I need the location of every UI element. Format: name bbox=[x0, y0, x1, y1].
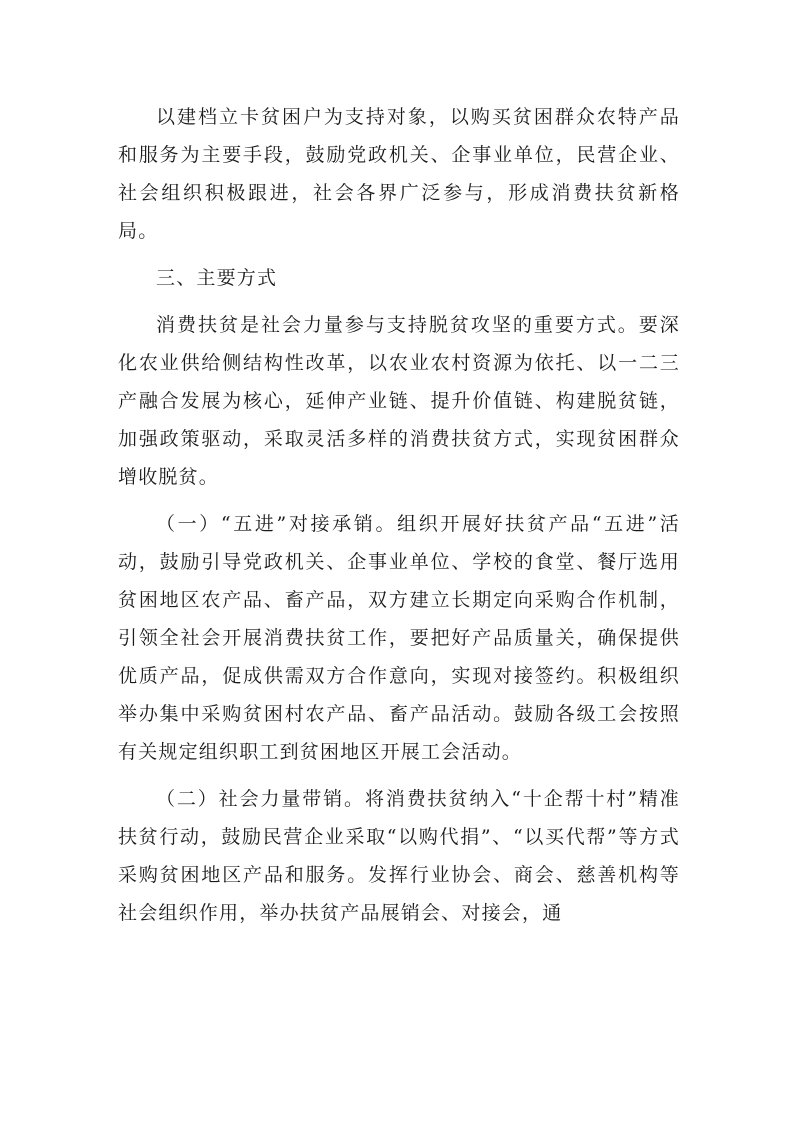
paragraph-item-2: （二）社会力量带销。将消费扶贫纳入“十企帮十村”精准扶贫行动，鼓励民营企业采取“以购代捐”、“以买代帮”等方式采购贫困地区产品和服务。发挥行业协会、商会、慈善机构等社会组织作用，举办扶贫产品展销会、对接会，通 bbox=[118, 788, 680, 924]
section-heading: 三、主要方式 bbox=[156, 267, 278, 289]
paragraph-item-1: （一）“五进”对接承销。组织开展好扶贫产品“五进”活动，鼓励引导党政机关、企事业单位、学校的食堂、餐厅选用贫困地区农产品、畜产品，双方建立长期定向采购合作机制，引领全社会开展消费扶贫工作，要把好产品质量关，确保提供优质产品，促成供需双方合作意向，实现对接签约。积极组织举办集中采购贫困村农产品、畜产品活动。鼓励各级工会按照有关规定组织职工到贫困地区开展工会活动。 bbox=[118, 513, 680, 763]
document-body bbox=[118, 98, 680, 941]
paragraph-overview: 消费扶贫是社会力量参与支持脱贫攻坚的重要方式。要深化农业供给侧结构性改革，以农业农村资源为依托、以一二三产融合发展为核心，延伸产业链、提升价值链、构建脱贫链，加强政策驱动，采取灵活多样的消费扶贫方式，实现贫困群众增收脱贫。 bbox=[118, 314, 680, 488]
paragraph-intro: 以建档立卡贫困户为支持对象，以购买贫困群众农特产品和服务为主要手段，鼓励党政机关、企事业单位，民营企业、社会组织积极跟进，社会各界广泛参与，形成消费扶贫新格局。 bbox=[118, 106, 680, 242]
